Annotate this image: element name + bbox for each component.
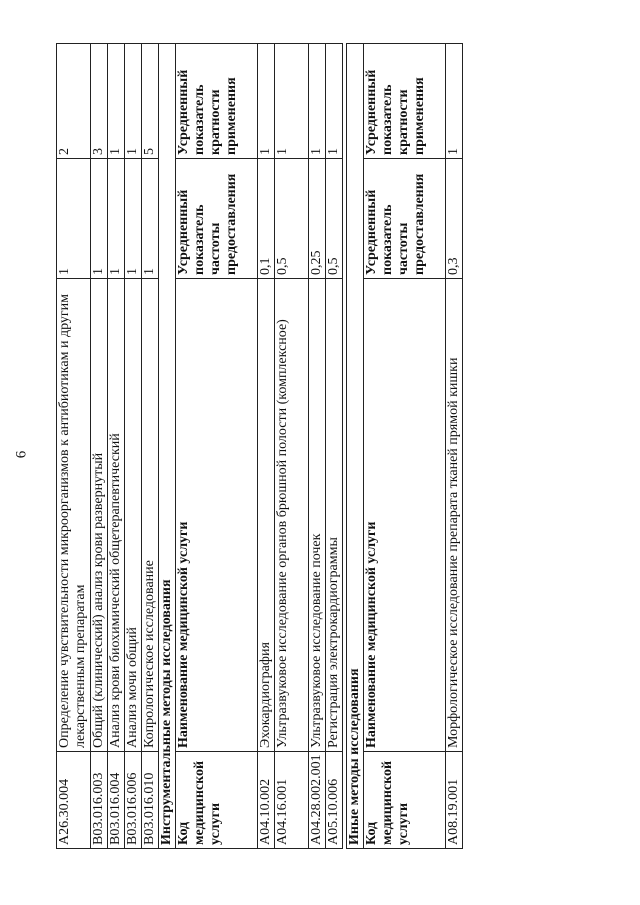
frequency-value: 1	[57, 159, 91, 279]
service-name: Общий (клинический) анализ крови развернутый	[91, 279, 108, 752]
code-header: Код медицинской услуги	[176, 752, 258, 849]
section-title: Иные методы исследования	[347, 44, 364, 849]
table-row	[309, 44, 326, 849]
table-row	[275, 44, 309, 849]
service-name: Эхокардиография	[258, 279, 275, 752]
service-code: A04.10.002	[258, 752, 275, 849]
service-name: Регистрация электрокардиограммы	[326, 279, 343, 752]
service-name: Ультразвуковое исследование почек	[309, 279, 326, 752]
services-table	[56, 43, 463, 849]
service-name: Определение чувствительности микроорганизмов к антибиотикам и другим лекарственным препаратам	[57, 279, 91, 752]
service-name: Анализ крови биохимический общетерапевтический	[108, 279, 125, 752]
table-row	[326, 44, 343, 849]
service-code: A05.10.006	[326, 752, 343, 849]
service-name: Морфологическое исследование препарата тканей прямой кишки	[446, 279, 463, 752]
name-header: Наименование медицинской услуги	[364, 279, 446, 752]
service-code: A08.19.001	[446, 752, 463, 849]
frequency-value: 0,25	[309, 159, 326, 279]
service-name: Ультразвуковое исследование органов брюшной полости (комплексное)	[275, 279, 309, 752]
frequency-value: 0,5	[275, 159, 309, 279]
frequency-value: 0,3	[446, 159, 463, 279]
service-code: B03.016.004	[108, 752, 125, 849]
section-title-row	[347, 44, 364, 849]
service-code: B03.016.003	[91, 752, 108, 849]
frequency-value: 1	[142, 159, 159, 279]
multiplicity-value: 1	[108, 44, 125, 159]
frequency-value: 1	[125, 159, 142, 279]
page-number: 6	[13, 450, 30, 459]
service-code: A04.16.001	[275, 752, 309, 849]
table-row	[446, 44, 463, 849]
multiplicity-value: 1	[275, 44, 309, 159]
section-title-row	[159, 44, 176, 849]
multiplicity-value: 1	[309, 44, 326, 159]
service-name: Копрологическое исследование	[142, 279, 159, 752]
multiplicity-value: 1	[125, 44, 142, 159]
multiplicity-value: 1	[258, 44, 275, 159]
frequency-value: 1	[91, 159, 108, 279]
multiplicity-value: 3	[91, 44, 108, 159]
service-code: B03.016.006	[125, 752, 142, 849]
header-row	[364, 44, 446, 849]
multiplicity-value: 2	[57, 44, 91, 159]
frequency-value: 1	[108, 159, 125, 279]
frequency-value: 0,1	[258, 159, 275, 279]
multiplicity-header: Усредненный показатель кратности применения	[176, 44, 258, 159]
code-header: Код медицинской услуги	[364, 752, 446, 849]
multiplicity-value: 1	[446, 44, 463, 159]
service-code: B03.016.010	[142, 752, 159, 849]
section-title: Инструментальные методы исследования	[159, 44, 176, 849]
frequency-header: Усредненный показатель частоты предоставления	[176, 159, 258, 279]
service-code: A26.30.004	[57, 752, 91, 849]
multiplicity-value: 5	[142, 44, 159, 159]
table-row	[258, 44, 275, 849]
multiplicity-value: 1	[326, 44, 343, 159]
frequency-header: Усредненный показатель частоты предоставления	[364, 159, 446, 279]
table-row	[57, 44, 91, 849]
service-code: A04.28.002.001	[309, 752, 326, 849]
table-row	[142, 44, 159, 849]
frequency-value: 0,5	[326, 159, 343, 279]
table-row	[108, 44, 125, 849]
name-header: Наименование медицинской услуги	[176, 279, 258, 752]
service-name: Анализ мочи общий	[125, 279, 142, 752]
rotated-page	[56, 44, 461, 849]
multiplicity-header: Усредненный показатель кратности применения	[364, 44, 446, 159]
table-row	[91, 44, 108, 849]
header-row	[176, 44, 258, 849]
table-row	[125, 44, 142, 849]
